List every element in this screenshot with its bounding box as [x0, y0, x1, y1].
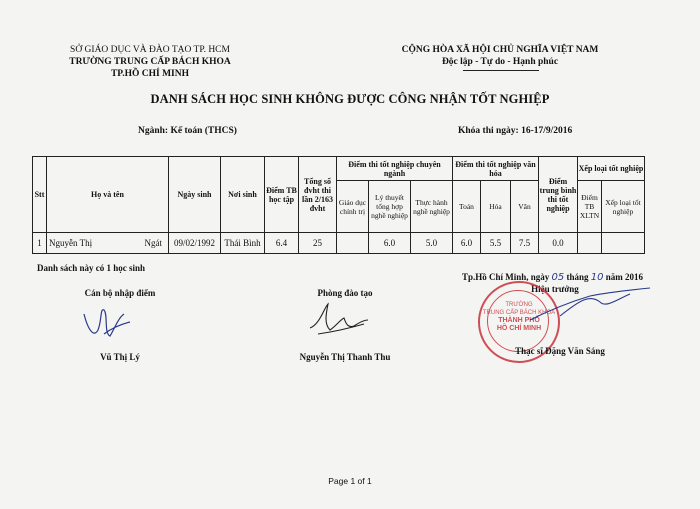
cell-math: 6.0: [453, 233, 481, 254]
cell-name: [47, 233, 169, 254]
year-label: năm 2016: [605, 272, 644, 282]
principal-name: Thạc sĩ Đặng Văn Sáng: [515, 346, 605, 356]
major-label: Ngành: Kế toán (THCS): [138, 126, 237, 136]
header-practice: Thực hành nghề nghiệp: [411, 181, 453, 233]
principal-title: Hiệu trưởng: [531, 284, 579, 294]
header-avg: Điểm trung bình thi tốt nghiệp: [539, 157, 578, 233]
exam-date-label: Khóa thi ngày: 16-17/9/2016: [458, 126, 573, 136]
header-major-exam: Điểm thi tốt nghiệp chuyên ngành: [337, 157, 453, 181]
cell-theory: 6.0: [369, 233, 411, 254]
header-gpa: Điểm TB học tập: [265, 157, 299, 233]
cell-dob: 09/02/1992: [169, 233, 221, 254]
stamp-line-2: TRUNG CẤP BÁCH KHOA: [482, 310, 556, 316]
cell-chem: 5.5: [481, 233, 511, 254]
header-pob: Nơi sinh: [221, 157, 265, 233]
header-rank: Xếp loại tốt nghiệp: [602, 181, 645, 233]
table-row: [33, 233, 645, 254]
stamp-line-4: HỒ CHÍ MINH: [496, 325, 542, 332]
republic-name: CỘNG HÒA XÃ HỘI CHỦ NGHĨA VIỆT NAM: [401, 45, 599, 55]
training-office-title: Phòng đào tạo: [317, 288, 373, 298]
cell-lit: 7.5: [511, 233, 539, 254]
stamp-line-3: THÀNH PHỐ: [498, 317, 540, 324]
department-name: SỞ GIÁO DỤC VÀ ĐÀO TẠO TP. HCM: [70, 45, 230, 55]
cell-gpa: 6.4: [265, 233, 299, 254]
place-label: Tp.Hồ Chí Minh, ngày: [462, 272, 550, 282]
header-lit: Văn: [511, 181, 539, 233]
entry-officer-signature: [78, 300, 138, 342]
day-value: 05: [551, 272, 565, 283]
motto-underline: [463, 70, 539, 71]
cell-politics: [337, 233, 369, 254]
header-politics: Giáo dục chính trị: [337, 181, 369, 233]
header-rank-group: Xếp loại tốt nghiệp: [578, 157, 645, 181]
month-value: 10: [590, 272, 604, 283]
header-math: Toán: [453, 181, 481, 233]
header-dob: Ngày sinh: [169, 157, 221, 233]
page-number: Page 1 of 1: [328, 476, 372, 486]
training-office-name: Nguyễn Thị Thanh Thu: [299, 352, 391, 362]
principal-signature: [520, 280, 660, 330]
count-note: Danh sách này có 1 học sinh: [37, 263, 146, 273]
republic-header: [380, 44, 620, 68]
entry-officer-name: Vũ Thị Lý: [100, 352, 140, 362]
stamp-line-1: TRƯỜNG: [505, 302, 533, 308]
cell-rank: [602, 233, 645, 254]
cell-practice: 5.0: [411, 233, 453, 254]
header-name: Họ và tên: [47, 157, 169, 233]
document-title: DANH SÁCH HỌC SINH KHÔNG ĐƯỢC CÔNG NHẬN TỐT NGHIỆP: [150, 92, 550, 106]
header-chem: Hóa: [481, 181, 511, 233]
entry-officer-title: Cán bộ nhập điểm: [84, 288, 156, 298]
training-office-signature: [306, 298, 386, 340]
student-table: [32, 156, 645, 254]
header-credits: Tổng số đvht thi lần 2/163 đvht: [299, 157, 337, 233]
header-stt: Stt: [33, 157, 47, 233]
school-header: [40, 44, 260, 80]
national-motto: Độc lập - Tự do - Hạnh phúc: [441, 57, 559, 67]
cell-given-name: Ngát: [144, 237, 162, 248]
cell-avg-xltn: [578, 233, 602, 254]
header-avg-xltn: Điểm TB XLTN: [578, 181, 602, 233]
cell-stt: 1: [33, 233, 47, 254]
school-name: TRƯỜNG TRUNG CẤP BÁCH KHOA: [69, 57, 231, 67]
cell-pob: Thái Bình: [221, 233, 265, 254]
cell-credits: 25: [299, 233, 337, 254]
header-theory: Lý thuyết tổng hợp nghề nghiệp: [369, 181, 411, 233]
month-label: tháng: [566, 272, 589, 282]
school-city: TP.HỒ CHÍ MINH: [110, 69, 190, 79]
cell-surname: Nguyễn Thị: [49, 237, 93, 248]
header-culture-exam: Điểm thi tốt nghiệp văn hóa: [453, 157, 539, 181]
cell-avg: 0.0: [539, 233, 578, 254]
